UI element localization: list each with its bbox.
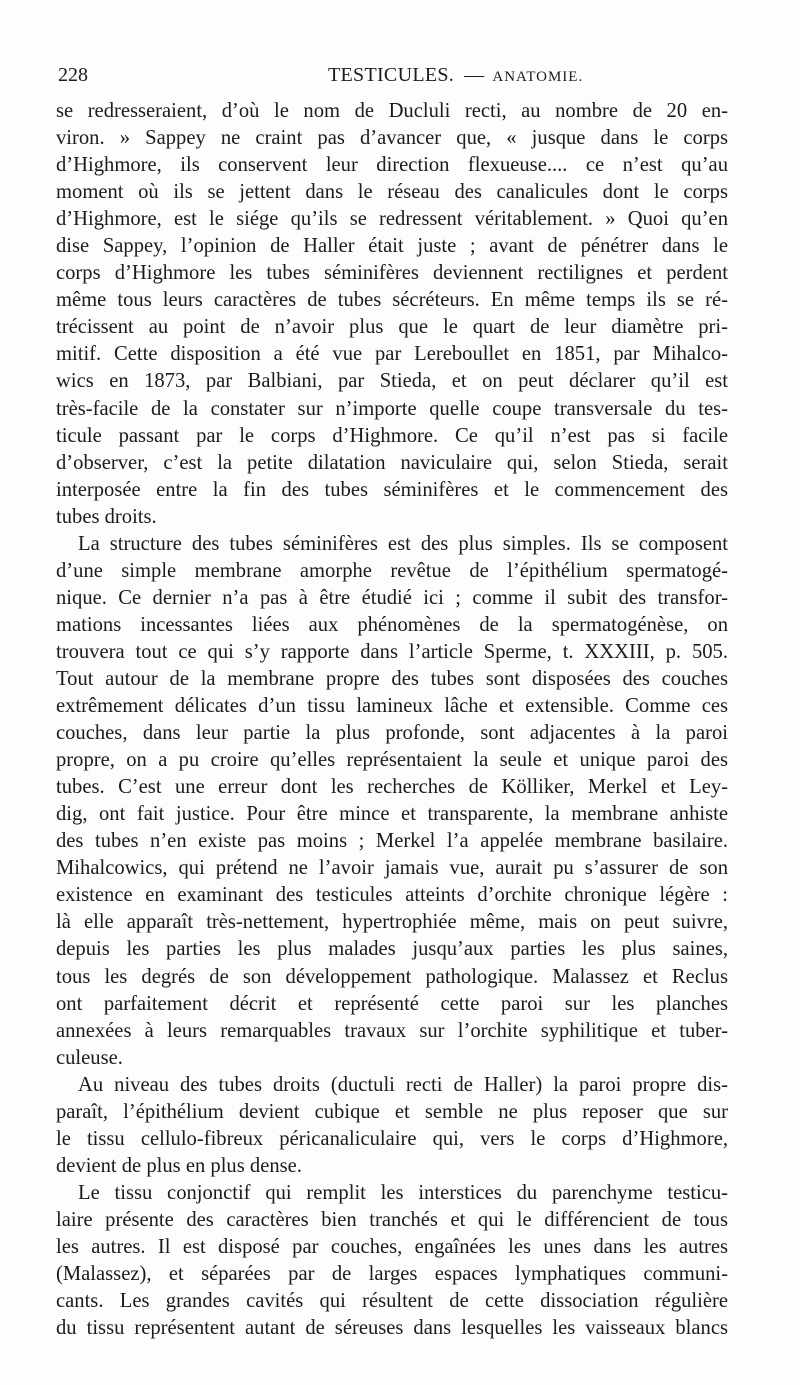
text-line: cants. Les grandes cavités qui résultent de cette dissociation régulière [56, 1290, 728, 1313]
text-line: annexées à leurs remarquables travaux sur l’orchite syphilitique et tuber- [56, 1019, 728, 1042]
text-line: tubes droits. [56, 505, 157, 528]
text-line: du tissu représentent autant de séreuses dans lesquelles les vaisseaux blancs [56, 1317, 728, 1340]
text-line: nique. Ce dernier n’a pas à être étudié ici ; comme il subit des transfor- [56, 586, 728, 609]
text-line: depuis les parties les plus malades jusqu’aux parties les plus saines, [56, 938, 728, 961]
text-line: ticule passant par le corps d’Highmore. Ce qu’il n’est pas si facile [56, 424, 728, 447]
body-text [56, 98, 728, 1342]
text-line: dise Sappey, l’opinion de Haller était juste ; avant de pénétrer dans le [56, 235, 728, 258]
text-line: même tous leurs caractères de tubes sécréteurs. En même temps ils se ré- [56, 289, 728, 312]
text-line: laire présente des caractères bien tranchés et qui le différencient de tous [56, 1208, 728, 1231]
text-line: d’Highmore, est le siége qu’ils se redressent véritablement. » Quoi qu’en [56, 208, 728, 231]
text-line: Tout autour de la membrane propre des tubes sont disposées des couches [56, 667, 728, 690]
text-line: culeuse. [56, 1046, 123, 1069]
page-number: 228 [58, 64, 88, 86]
text-line: existence en examinant des testicules atteints d’orchite chronique légère : [56, 884, 728, 907]
text-line: d’observer, c’est la petite dilatation naviculaire qui, selon Stieda, serait [56, 451, 728, 474]
text-line: d’Highmore, ils conservent leur direction flexueuse.... ce n’est qu’au [56, 154, 728, 177]
title-dash: — [464, 64, 485, 86]
text-line: trécissent au point de n’avoir plus que le quart de leur diamètre pri- [56, 316, 728, 339]
text-line: trouvera tout ce qui s’y rapporte dans l’article Sperme, t. XXXIII, p. 505. [56, 640, 728, 663]
paragraph-first-line: La structure des tubes séminifères est des plus simples. Ils se composent [78, 532, 728, 555]
text-line: Mihalcowics, qui prétend ne l’avoir jamais vue, aurait pu s’assurer de son [56, 857, 728, 880]
text-line: wics en 1873, par Balbiani, par Stieda, et on peut déclarer qu’il est [56, 370, 728, 393]
chapter-title: TESTICULES. [328, 64, 455, 86]
text-line: moment où ils se jettent dans le réseau des canalicules dont le corps [56, 181, 728, 204]
text-line: d’une simple membrane amorphe revêtue de l’épithélium spermatogé- [56, 559, 728, 582]
paragraph-first-line: Au niveau des tubes droits (ductuli recti de Haller) la paroi propre dis- [78, 1073, 728, 1096]
text-line: extrêmement délicates d’un tissu lamineux lâche et extensible. Comme ces [56, 695, 728, 718]
running-title [328, 60, 583, 92]
text-line: le tissu cellulo-fibreux péricanaliculaire qui, vers le corps d’Highmore, [56, 1127, 728, 1150]
text-line: mitif. Cette disposition a été vue par Lereboullet en 1851, par Mihalco- [56, 343, 728, 366]
text-line: se redresseraient, d’où le nom de Ducluli recti, au nombre de 20 en- [56, 100, 728, 122]
text-line: propre, on a pu croire qu’elles représentaient la seule et unique paroi des [56, 749, 728, 772]
text-line: très-facile de la constater sur n’importe quelle coupe transversale du tes- [56, 397, 728, 420]
text-line: corps d’Highmore les tubes séminifères deviennent rectilignes et perdent [56, 262, 728, 285]
text-line: interposée entre la fin des tubes séminifères et le commencement des [56, 478, 728, 501]
text-line: mations incessantes liées aux phénomènes de la spermatogénèse, on [56, 613, 728, 636]
running-head [56, 60, 728, 90]
text-line: les autres. Il est disposé par couches, engaînées les unes dans les autres [56, 1235, 728, 1258]
text-line: (Malassez), et séparées par de larges espaces lymphatiques communi- [56, 1263, 728, 1286]
section-title: ANATOMIE. [492, 69, 584, 85]
text-line: devient de plus en plus dense. [56, 1154, 302, 1177]
text-line: couches, dans leur partie la plus profonde, sont adjacentes à la paroi [56, 722, 728, 745]
paragraph-first-line: Le tissu conjonctif qui remplit les interstices du parenchyme testicu- [78, 1181, 728, 1204]
text-line: des tubes n’en existe pas moins ; Merkel l’a appelée membrane basilaire. [56, 830, 728, 853]
text-line: viron. » Sappey ne craint pas d’avancer que, « jusque dans le corps [56, 127, 728, 150]
text-line: tubes. C’est une erreur dont les recherches de Kölliker, Merkel et Ley- [56, 776, 728, 799]
text-line: ont parfaitement décrit et représenté cette paroi sur les planches [56, 992, 728, 1015]
text-line: là elle apparaît très-nettement, hypertrophiée même, mais on peut suivre, [56, 911, 728, 934]
text-line: tous les degrés de son développement pathologique. Malassez et Reclus [56, 965, 728, 988]
text-line: paraît, l’épithélium devient cubique et semble ne plus reposer que sur [56, 1100, 728, 1123]
text-line: dig, ont fait justice. Pour être mince et transparente, la membrane anhiste [56, 803, 728, 826]
